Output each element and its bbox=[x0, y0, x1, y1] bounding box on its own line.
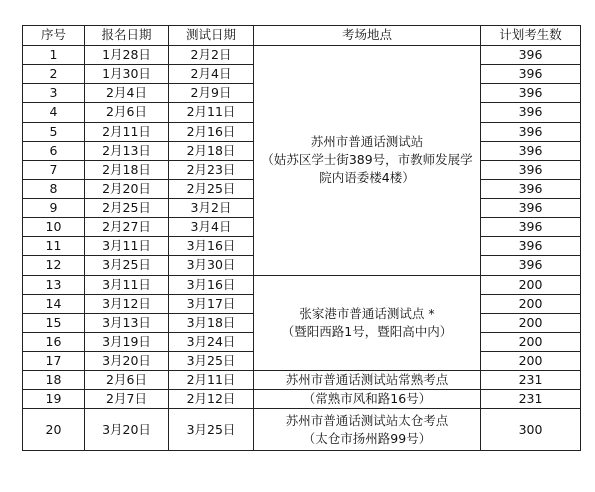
header-reg-date: 报名日期 bbox=[85, 26, 169, 46]
cell-plan: 396 bbox=[481, 199, 581, 218]
cell-reg-date: 3月11日 bbox=[85, 237, 169, 256]
cell-no: 14 bbox=[23, 294, 85, 313]
cell-reg-date: 3月25日 bbox=[85, 256, 169, 275]
cell-plan: 396 bbox=[481, 179, 581, 198]
cell-test-date: 2月9日 bbox=[169, 84, 254, 103]
cell-test-date: 2月23日 bbox=[169, 160, 254, 179]
cell-test-date: 3月2日 bbox=[169, 199, 254, 218]
cell-no: 17 bbox=[23, 352, 85, 371]
venue-suzhou-addr-line2: 院内语委楼4楼） bbox=[319, 170, 415, 186]
cell-reg-date: 3月20日 bbox=[85, 352, 169, 371]
venue-changshu-addr: （常熟市风和路16号） bbox=[254, 390, 481, 409]
table-row bbox=[23, 409, 581, 451]
cell-plan: 300 bbox=[481, 409, 581, 451]
cell-plan: 200 bbox=[481, 352, 581, 371]
cell-reg-date: 2月25日 bbox=[85, 199, 169, 218]
cell-no: 9 bbox=[23, 199, 85, 218]
cell-reg-date: 2月11日 bbox=[85, 122, 169, 141]
cell-no: 19 bbox=[23, 390, 85, 409]
cell-plan: 200 bbox=[481, 275, 581, 294]
cell-test-date: 3月24日 bbox=[169, 332, 254, 351]
venue-suzhou-name: 苏州市普通话测试站 bbox=[310, 134, 424, 150]
cell-test-date: 3月16日 bbox=[169, 237, 254, 256]
cell-test-date: 2月11日 bbox=[169, 103, 254, 122]
cell-plan: 231 bbox=[481, 390, 581, 409]
cell-reg-date: 2月27日 bbox=[85, 218, 169, 237]
cell-no: 16 bbox=[23, 332, 85, 351]
cell-test-date: 2月11日 bbox=[169, 371, 254, 390]
cell-reg-date: 3月20日 bbox=[85, 409, 169, 451]
cell-no: 1 bbox=[23, 46, 85, 65]
cell-no: 5 bbox=[23, 122, 85, 141]
cell-test-date: 2月25日 bbox=[169, 179, 254, 198]
cell-no: 13 bbox=[23, 275, 85, 294]
venue-zhangjiagang bbox=[254, 275, 481, 371]
header-venue: 考场地点 bbox=[254, 26, 481, 46]
venue-taicang-addr: （太仓市扬州路99号） bbox=[302, 430, 432, 446]
cell-no: 3 bbox=[23, 84, 85, 103]
cell-plan: 396 bbox=[481, 46, 581, 65]
venue-taicang-name: 苏州市普通话测试站太仓考点 bbox=[285, 412, 449, 428]
cell-plan: 396 bbox=[481, 122, 581, 141]
cell-plan: 396 bbox=[481, 84, 581, 103]
cell-test-date: 3月16日 bbox=[169, 275, 254, 294]
cell-reg-date: 1月30日 bbox=[85, 65, 169, 84]
cell-reg-date: 3月11日 bbox=[85, 275, 169, 294]
header-no: 序号 bbox=[23, 26, 85, 46]
cell-reg-date: 3月12日 bbox=[85, 294, 169, 313]
cell-test-date: 3月4日 bbox=[169, 218, 254, 237]
cell-no: 6 bbox=[23, 141, 85, 160]
cell-plan: 396 bbox=[481, 218, 581, 237]
cell-no: 20 bbox=[23, 409, 85, 451]
cell-reg-date: 2月18日 bbox=[85, 160, 169, 179]
cell-plan: 200 bbox=[481, 294, 581, 313]
cell-reg-date: 3月19日 bbox=[85, 332, 169, 351]
cell-no: 2 bbox=[23, 65, 85, 84]
exam-schedule-table bbox=[22, 25, 581, 451]
cell-plan: 396 bbox=[481, 256, 581, 275]
cell-no: 18 bbox=[23, 371, 85, 390]
cell-reg-date: 2月7日 bbox=[85, 390, 169, 409]
cell-plan: 231 bbox=[481, 371, 581, 390]
venue-suzhou bbox=[254, 46, 481, 276]
cell-reg-date: 3月13日 bbox=[85, 313, 169, 332]
header-test-date: 测试日期 bbox=[169, 26, 254, 46]
cell-test-date: 2月18日 bbox=[169, 141, 254, 160]
cell-plan: 396 bbox=[481, 65, 581, 84]
cell-test-date: 2月16日 bbox=[169, 122, 254, 141]
cell-no: 8 bbox=[23, 179, 85, 198]
table-row bbox=[23, 275, 581, 294]
table-row bbox=[23, 46, 581, 65]
cell-no: 4 bbox=[23, 103, 85, 122]
cell-test-date: 2月2日 bbox=[169, 46, 254, 65]
table-header-row bbox=[23, 26, 581, 46]
cell-test-date: 3月30日 bbox=[169, 256, 254, 275]
cell-plan: 396 bbox=[481, 103, 581, 122]
cell-no: 10 bbox=[23, 218, 85, 237]
venue-taicang bbox=[254, 409, 481, 451]
venue-changshu-name: 苏州市普通话测试站常熟考点 bbox=[254, 371, 481, 390]
cell-plan: 396 bbox=[481, 141, 581, 160]
cell-reg-date: 2月6日 bbox=[85, 371, 169, 390]
cell-reg-date: 2月20日 bbox=[85, 179, 169, 198]
cell-test-date: 3月25日 bbox=[169, 409, 254, 451]
cell-reg-date: 2月6日 bbox=[85, 103, 169, 122]
venue-zhangjiagang-name: 张家港市普通话测试点 * bbox=[299, 305, 435, 321]
table-row bbox=[23, 390, 581, 409]
cell-test-date: 3月17日 bbox=[169, 294, 254, 313]
cell-test-date: 3月25日 bbox=[169, 352, 254, 371]
table-row bbox=[23, 371, 581, 390]
header-plan: 计划考生数 bbox=[481, 26, 581, 46]
cell-no: 7 bbox=[23, 160, 85, 179]
cell-plan: 396 bbox=[481, 160, 581, 179]
venue-zhangjiagang-addr: （暨阳西路1号，暨阳高中内） bbox=[281, 323, 453, 339]
cell-plan: 200 bbox=[481, 332, 581, 351]
cell-test-date: 3月18日 bbox=[169, 313, 254, 332]
cell-plan: 396 bbox=[481, 237, 581, 256]
cell-test-date: 2月4日 bbox=[169, 65, 254, 84]
cell-reg-date: 1月28日 bbox=[85, 46, 169, 65]
cell-no: 12 bbox=[23, 256, 85, 275]
cell-reg-date: 2月4日 bbox=[85, 84, 169, 103]
cell-test-date: 2月12日 bbox=[169, 390, 254, 409]
venue-suzhou-addr-line1: （姑苏区学士街389号，市教师发展学 bbox=[261, 152, 473, 168]
cell-reg-date: 2月13日 bbox=[85, 141, 169, 160]
cell-no: 15 bbox=[23, 313, 85, 332]
cell-plan: 200 bbox=[481, 313, 581, 332]
cell-no: 11 bbox=[23, 237, 85, 256]
